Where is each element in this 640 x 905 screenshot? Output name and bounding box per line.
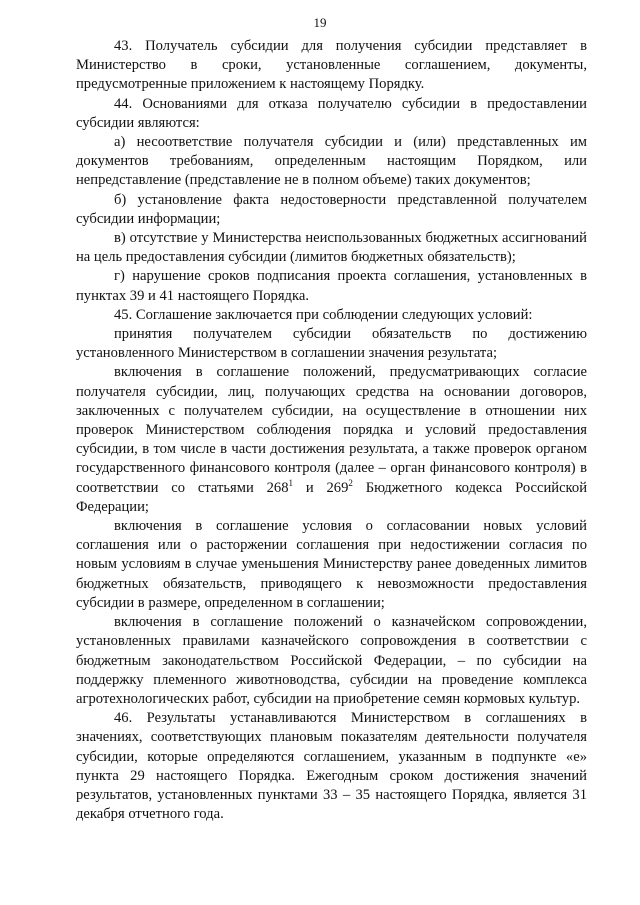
subitem-a: а) несоответствие получателя субсидии и (или) представленных им документов требованиям, определенным настоящим Порядком, или непредставление (представление не в полном объеме) таких документов; (76, 134, 587, 189)
paragraph-43: 43. Получатель субсидии для получения субсидии представляет в Министерство в сроки, установленные соглашением, документы, предусмотренные приложением к настоящему Порядку. (76, 38, 587, 93)
subitem-v: в) отсутствие у Министерства неиспользованных бюджетных ассигнований на цель предоставления субсидии (лимитов бюджетных обязательств); (76, 230, 587, 266)
article-superscript-1: 1 (288, 477, 294, 488)
paragraph-45: 45. Соглашение заключается при соблюдении следующих условий: (114, 306, 533, 323)
page-number: 19 (313, 15, 327, 30)
article-superscript-2: 2 (348, 477, 353, 488)
condition-inspection-consent (76, 363, 587, 517)
condition-result-commitment: принятия получателем субсидии обязательств по достижению установленного Министерством в соглашении значения результата; (76, 326, 587, 362)
paragraph-44: 44. Основаниями для отказа получателю субсидии в предоставлении субсидии являются: (76, 95, 587, 131)
paragraph-46: 46. Результаты устанавливаются Министерством в соглашениях в значениях, соответствующих плановым показателям деятельности получателя субсидии, которые определяются соглашением, указанным в подпункте «е» пункта 29 настоящего Порядка. Ежегодным сроком достижения значений результатов, установленных пунктами 33 – 35 настоящего Порядка, является 31 декабря отчетного года. (76, 710, 587, 823)
document-body (76, 37, 587, 824)
condition-inspection-text: включения в соглашение положений, предусматривающих согласие получателя субсидии, лиц, получающих средства на основании договоров, заключенных с получателем субсидии, на осуществление в отношении них проверок Министерством соблюдения порядка и условий предоставления субсидии, в том числе в части достижения результата, а также проверок органом государственного финансового контроля (далее – орган финансового контроля) в соответствии со статьями 268 (76, 364, 587, 496)
condition-inspection-end: Бюджетного кодекса Российской Федерации; (76, 479, 588, 515)
subitem-b: б) установление факта недостоверности представленной получателем субсидии информации; (76, 191, 587, 227)
subitem-g: г) нарушение сроков подписания проекта соглашения, установленных в пунктах 39 и 41 настоящего Порядка. (76, 268, 587, 304)
condition-new-terms: включения в соглашение условия о согласовании новых условий соглашения или о расторжении соглашения при недостижении согласия по новым условиям в случае уменьшения Министерству ранее доведенных лимитов бюджетных обязательств, приводящего к невозможности предоставления субсидии в размере, определенном в соглашении; (76, 518, 587, 611)
condition-treasury-support: включения в соглашение положений о казначейском сопровождении, установленных правилами казначейского сопровождения в соответствии с бюджетным законодательством Российской Федерации, – по субсидии на поддержку племенного животноводства, субсидии на проведение комплекса агротехнологических работ, субсидии на приобретение семян кормовых культур. (76, 614, 587, 707)
condition-inspection-middle: и 269 (293, 479, 349, 496)
